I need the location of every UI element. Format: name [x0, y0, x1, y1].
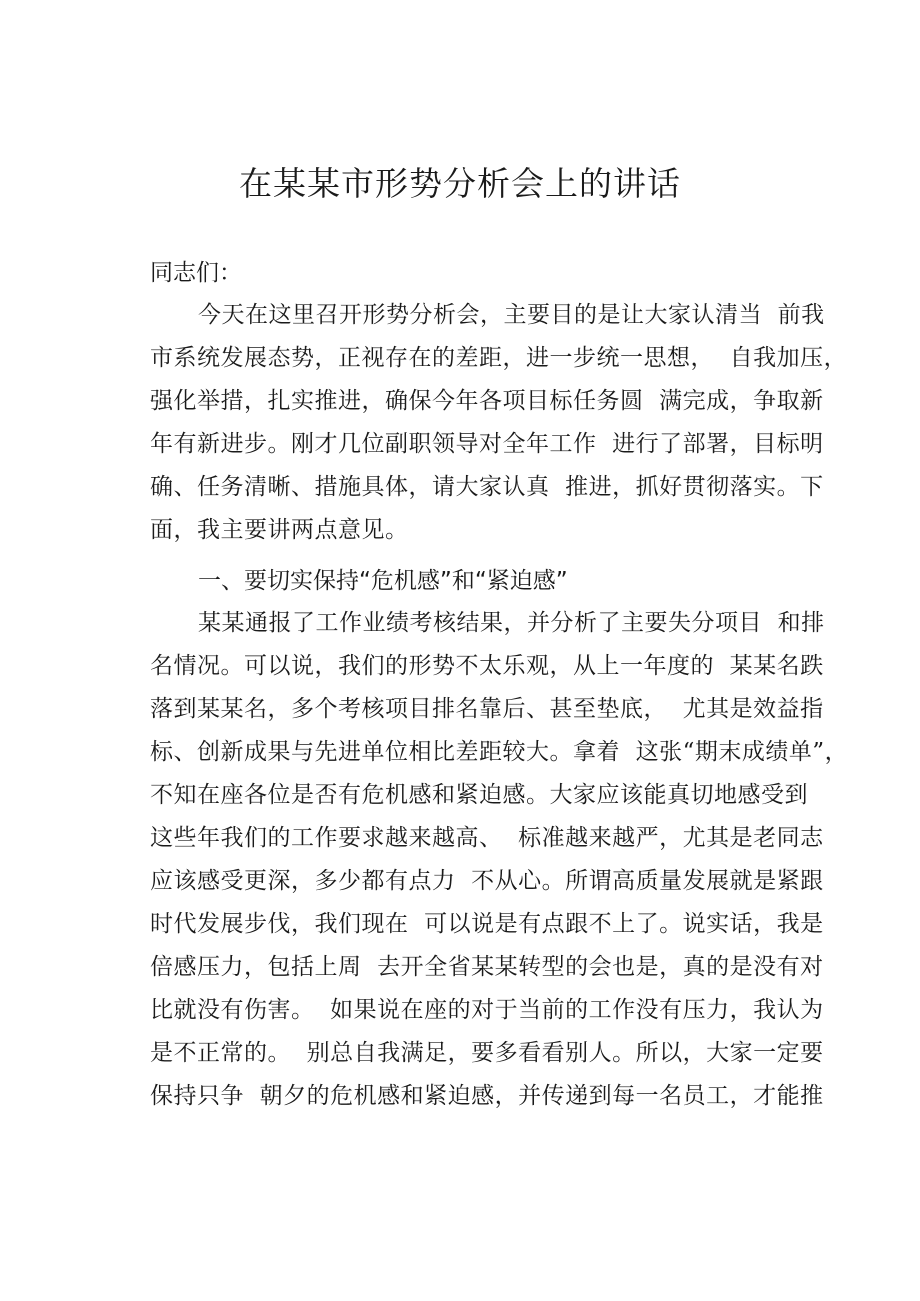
paragraph-line: 时代发展步伐，我们现在 可以说是有点跟不上了。说实话，我是 [150, 911, 824, 937]
paragraph-line: 今天在这里召开形势分析会，主要目的是让大家认清当 前我 [198, 302, 825, 328]
paragraph-line: 比就没有伤害。 如果说在座的对于当前的工作没有压力，我认为 [150, 997, 824, 1023]
paragraph-line: 强化举措，扎实推进，确保今年各项目标任务圆 满完成，争取新 [150, 388, 824, 414]
paragraph-line: 保持只争 朝夕的危机感和紧迫感，并传递到每一名员工，才能推 [150, 1083, 824, 1109]
paragraph-line: 面，我主要讲两点意见。 [150, 517, 409, 543]
document-title: 在某某市形势分析会上的讲话 [239, 164, 681, 203]
paragraph-line: 名情况。可以说，我们的形势不太乐观，从上一年度的 某某名跌 [150, 653, 824, 679]
paragraph-line: 市系统发展态势，正视存在的差距，进一步统一思想， 自我加压， [150, 345, 848, 371]
salutation: 同志们： [150, 260, 242, 286]
paragraph-line: 是不正常的。 别总自我满足，要多看看别人。所以，大家一定要 [150, 1040, 824, 1066]
paragraph-line: 应该感受更深，多少都有点力 不从心。所谓高质量发展就是紧跟 [150, 868, 824, 894]
section-heading-1: 一、要切实保持“危机感”和“紧迫感” [198, 568, 568, 594]
paragraph-line: 落到某某名，多个考核项目排名靠后、甚至垫底， 尤其是效益指 [150, 696, 824, 722]
paragraph-line: 年有新进步。刚才几位副职领导对全年工作 进行了部署，目标明 [150, 431, 824, 457]
paragraph-line: 这些年我们的工作要求越来越高、 标准越来越严，尤其是老同志 [150, 825, 824, 851]
paragraph-line: 某某通报了工作业绩考核结果，并分析了主要失分项目 和排 [198, 610, 825, 636]
paragraph-line: 标、创新成果与先进单位相比差距较大。拿着 这张“期末成绩单”， [150, 739, 849, 765]
paragraph-line: 倍感压力，包括上周 去开全省某某转型的会也是，真的是没有对 [150, 954, 824, 980]
paragraph-line: 不知在座各位是否有危机感和紧迫感。大家应该能真切地感受到 [150, 782, 808, 808]
paragraph-line: 确、任务清晰、措施具体，请大家认真 推进，抓好贯彻落实。下 [150, 474, 824, 500]
